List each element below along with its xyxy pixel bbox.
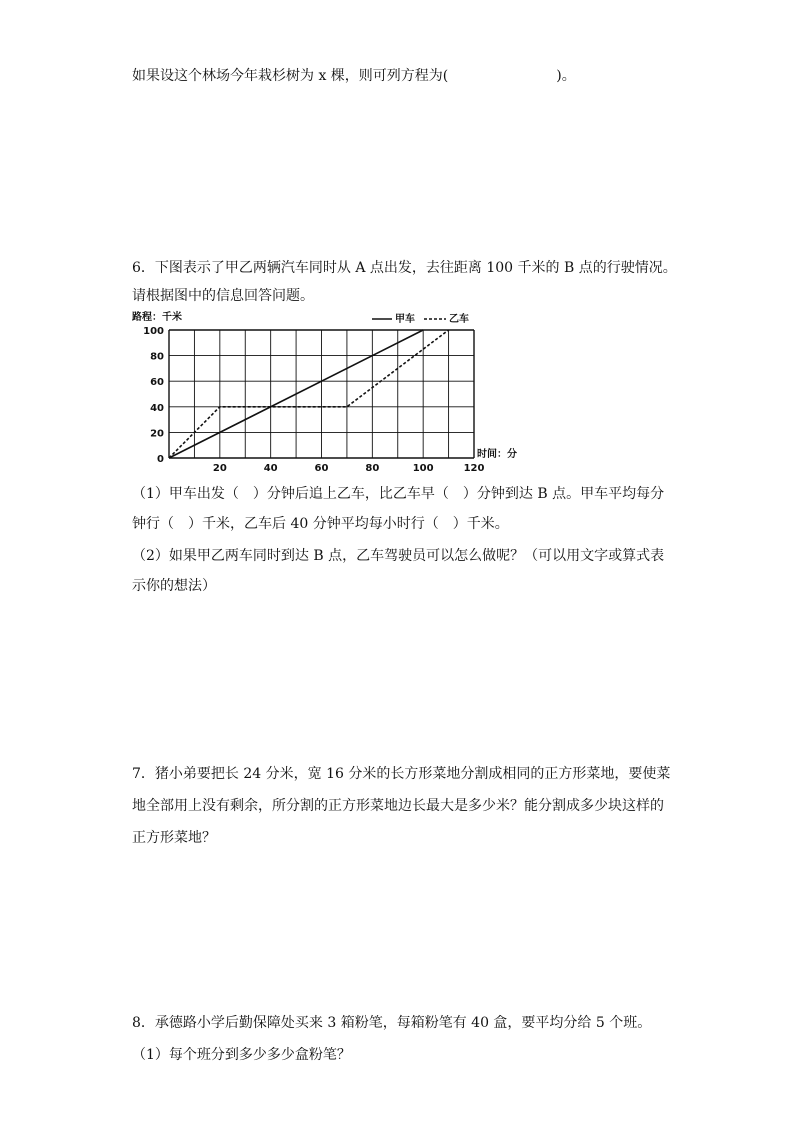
x-tick-label: 80	[365, 463, 380, 474]
chart-grid	[169, 330, 474, 458]
question-6-sub1-line-1: （1）甲车出发（ ）分钟后追上乙车，比乙车早（ ）分钟到达 B 点。甲车平均每分	[132, 486, 665, 502]
question-8-sub1: （1）每个班分到多少多少盒粉笔？	[132, 1047, 351, 1063]
y-tick-label: 80	[150, 351, 164, 363]
x-tick-label: 60	[314, 463, 329, 474]
series-line-yi	[169, 330, 449, 458]
x-tick-label: 120	[463, 463, 485, 474]
question-5-text-end: )。	[556, 68, 576, 84]
y-tick-label: 0	[157, 454, 164, 465]
question-6-line-2: 请根据图中的信息回答问题。	[132, 288, 314, 304]
legend-label-jia: 甲车	[395, 314, 415, 325]
y-tick-label: 40	[150, 402, 164, 414]
question-6-sub2-line-2: 示你的想法）	[132, 578, 216, 594]
question-7-line-1: 7．猪小弟要把长 24 分米，宽 16 分米的长方形菜地分割成相同的正方形菜地，要使菜	[132, 766, 671, 782]
y-axis-label: 路程：千米	[132, 312, 182, 323]
question-6-sub1-line-2: 钟行（ ）千米，乙车后 40 分钟平均每小时行（ ）千米。	[132, 516, 509, 532]
travel-chart	[128, 308, 528, 478]
chart-series	[169, 330, 449, 458]
x-tick-label: 100	[412, 463, 434, 474]
question-7-line-3: 正方形菜地？	[132, 830, 216, 846]
question-6-line-1: 6．下图表示了甲乙两辆汽车同时从 A 点出发，去往距离 100 千米的 B 点的行驶情况。	[132, 260, 677, 276]
question-8-line-1: 8．承德路小学后勤保障处买来 3 箱粉笔，每箱粉笔有 40 盒，要平均分给 5 个班。	[132, 1015, 652, 1031]
question-5-text: 如果设这个林场今年栽杉树为 x 棵，则可列方程为(	[132, 68, 449, 84]
x-axis-label: 时间：分	[477, 449, 517, 460]
x-tick-label: 40	[263, 463, 278, 474]
question-7-line-2: 地全部用上没有剩余，所分割的正方形菜地边长最大是多少米？能分割成多少块这样的	[132, 798, 664, 814]
y-tick-label: 100	[143, 326, 164, 337]
x-tick-label: 20	[212, 463, 227, 474]
y-tick-label: 20	[150, 428, 164, 440]
y-tick-label: 60	[150, 377, 164, 389]
question-5-equation-line	[132, 66, 576, 86]
answer-blank[interactable]	[448, 79, 556, 80]
legend-label-yi: 乙车	[449, 314, 469, 325]
legend	[372, 312, 469, 325]
question-6-sub2-line-1: （2）如果甲乙两车同时到达 B 点，乙车驾驶员可以怎么做呢？（可以用文字或算式表	[132, 548, 665, 564]
